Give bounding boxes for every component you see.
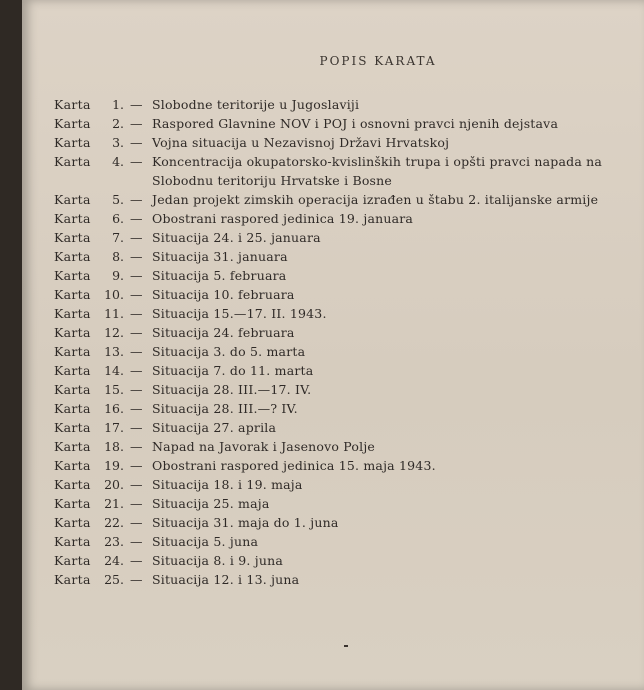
- list-item: [54, 304, 614, 323]
- item-label: Karta: [54, 382, 91, 397]
- list-item: [54, 266, 614, 285]
- item-label: Karta: [54, 211, 91, 226]
- item-label: Karta: [54, 477, 91, 492]
- item-label: Karta: [54, 116, 91, 131]
- item-number: 6.: [112, 211, 124, 226]
- item-label: Karta: [54, 268, 91, 283]
- item-label: Karta: [54, 496, 91, 511]
- list-item: [54, 551, 614, 570]
- item-description: Situacija 10. februara: [152, 287, 295, 302]
- item-dash: —: [130, 363, 143, 378]
- item-label: Karta: [54, 401, 91, 416]
- item-number: 11.: [104, 306, 124, 321]
- item-number: 24.: [104, 553, 124, 568]
- item-description: Situacija 25. maja: [152, 496, 270, 511]
- page-title: POPIS KARATA: [319, 54, 437, 68]
- item-number: 22.: [104, 515, 124, 530]
- item-dash: —: [130, 192, 143, 207]
- item-number: 9.: [112, 268, 124, 283]
- item-description: Jedan projekt zimskih operacija izrađen u štabu 2. italijanske armije: [152, 192, 599, 207]
- list-item: [54, 418, 614, 437]
- item-dash: —: [130, 420, 143, 435]
- item-dash: —: [130, 382, 143, 397]
- book-page: [22, 0, 644, 690]
- item-description: Situacija 12. i 13. juna: [152, 572, 300, 587]
- item-dash: —: [130, 439, 143, 454]
- item-label: Karta: [54, 154, 91, 169]
- item-description: Obostrani raspored jedinica 19. januara: [152, 211, 414, 226]
- list-item: [54, 285, 614, 304]
- item-number: 15.: [104, 382, 124, 397]
- item-description: Situacija 3. do 5. marta: [152, 344, 306, 359]
- item-number: 21.: [104, 496, 124, 511]
- item-number: 14.: [104, 363, 124, 378]
- page-mark: [344, 645, 348, 647]
- item-label: Karta: [54, 249, 91, 264]
- item-dash: —: [130, 572, 143, 587]
- item-description: Situacija 18. i 19. maja: [152, 477, 303, 492]
- item-dash: —: [130, 477, 143, 492]
- item-label: Karta: [54, 325, 91, 340]
- item-label: Karta: [54, 363, 91, 378]
- list-item: [54, 323, 614, 342]
- item-description: Situacija 15.—17. II. 1943.: [152, 306, 327, 321]
- item-dash: —: [130, 135, 143, 150]
- item-dash: —: [130, 515, 143, 530]
- item-number: 18.: [104, 439, 124, 454]
- item-label: Karta: [54, 420, 91, 435]
- item-dash: —: [130, 116, 143, 131]
- item-description: Situacija 8. i 9. juna: [152, 553, 283, 568]
- item-dash: —: [130, 458, 143, 473]
- item-dash: —: [130, 211, 143, 226]
- list-item: [54, 342, 614, 361]
- item-description: Situacija 5. juna: [152, 534, 259, 549]
- item-label: Karta: [54, 192, 91, 207]
- item-number: 13.: [104, 344, 124, 359]
- list-item: [54, 361, 614, 380]
- item-number: 20.: [104, 477, 124, 492]
- item-description: Situacija 28. III.—17. IV.: [152, 382, 312, 397]
- item-label: Karta: [54, 515, 91, 530]
- item-dash: —: [130, 230, 143, 245]
- map-list: [54, 95, 614, 589]
- item-number: 3.: [112, 135, 124, 150]
- item-dash: —: [130, 553, 143, 568]
- list-item: [54, 152, 614, 190]
- item-description: Situacija 24. i 25. januara: [152, 230, 321, 245]
- list-item: [54, 114, 614, 133]
- item-label: Karta: [54, 439, 91, 454]
- list-item: [54, 133, 614, 152]
- item-label: Karta: [54, 135, 91, 150]
- item-dash: —: [130, 344, 143, 359]
- item-dash: —: [130, 401, 143, 416]
- item-description: Koncentracija okupatorsko-kvislinških trupa i opšti pravci napada na Slobodnu teritoriju Hrvatske i Bosne: [152, 154, 603, 188]
- item-dash: —: [130, 325, 143, 340]
- item-description: Napad na Javorak i Jasenovo Polje: [152, 439, 376, 454]
- item-label: Karta: [54, 230, 91, 245]
- item-description: Vojna situacija u Nezavisnoj Državi Hrvatskoj: [152, 135, 450, 150]
- item-number: 19.: [104, 458, 124, 473]
- item-number: 7.: [112, 230, 124, 245]
- item-number: 5.: [112, 192, 124, 207]
- item-description: Situacija 31. maja do 1. juna: [152, 515, 339, 530]
- item-description: Situacija 24. februara: [152, 325, 295, 340]
- item-label: Karta: [54, 553, 91, 568]
- list-item: [54, 399, 614, 418]
- item-number: 8.: [112, 249, 124, 264]
- item-label: Karta: [54, 97, 91, 112]
- item-description: Situacija 28. III.—? IV.: [152, 401, 298, 416]
- item-dash: —: [130, 97, 143, 112]
- item-label: Karta: [54, 306, 91, 321]
- list-item: [54, 494, 614, 513]
- item-description: Situacija 27. aprila: [152, 420, 277, 435]
- list-item: [54, 456, 614, 475]
- item-dash: —: [130, 306, 143, 321]
- item-description: Slobodne teritorije u Jugoslaviji: [152, 97, 360, 112]
- item-number: 1.: [112, 97, 124, 112]
- item-dash: —: [130, 154, 143, 169]
- item-dash: —: [130, 287, 143, 302]
- item-number: 16.: [104, 401, 124, 416]
- list-item: [54, 570, 614, 589]
- list-item: [54, 95, 614, 114]
- item-dash: —: [130, 249, 143, 264]
- item-label: Karta: [54, 287, 91, 302]
- item-description: Obostrani raspored jedinica 15. maja 1943.: [152, 458, 436, 473]
- item-description: Situacija 7. do 11. marta: [152, 363, 314, 378]
- list-item: [54, 247, 614, 266]
- item-number: 12.: [104, 325, 124, 340]
- item-number: 10.: [104, 287, 124, 302]
- item-number: 2.: [112, 116, 124, 131]
- item-description: Situacija 31. januara: [152, 249, 288, 264]
- item-description: Situacija 5. februara: [152, 268, 287, 283]
- list-item: [54, 190, 614, 209]
- list-item: [54, 532, 614, 551]
- item-number: 23.: [104, 534, 124, 549]
- item-label: Karta: [54, 344, 91, 359]
- item-dash: —: [130, 496, 143, 511]
- item-number: 4.: [112, 154, 124, 169]
- item-dash: —: [130, 534, 143, 549]
- item-number: 17.: [104, 420, 124, 435]
- list-item: [54, 228, 614, 247]
- item-description: Raspored Glavnine NOV i POJ i osnovni pravci njenih dejstava: [152, 116, 559, 131]
- item-number: 25.: [104, 572, 124, 587]
- item-label: Karta: [54, 572, 91, 587]
- list-item: [54, 437, 614, 456]
- item-label: Karta: [54, 458, 91, 473]
- list-item: [54, 209, 614, 228]
- item-dash: —: [130, 268, 143, 283]
- item-label: Karta: [54, 534, 91, 549]
- list-item: [54, 513, 614, 532]
- list-item: [54, 475, 614, 494]
- list-item: [54, 380, 614, 399]
